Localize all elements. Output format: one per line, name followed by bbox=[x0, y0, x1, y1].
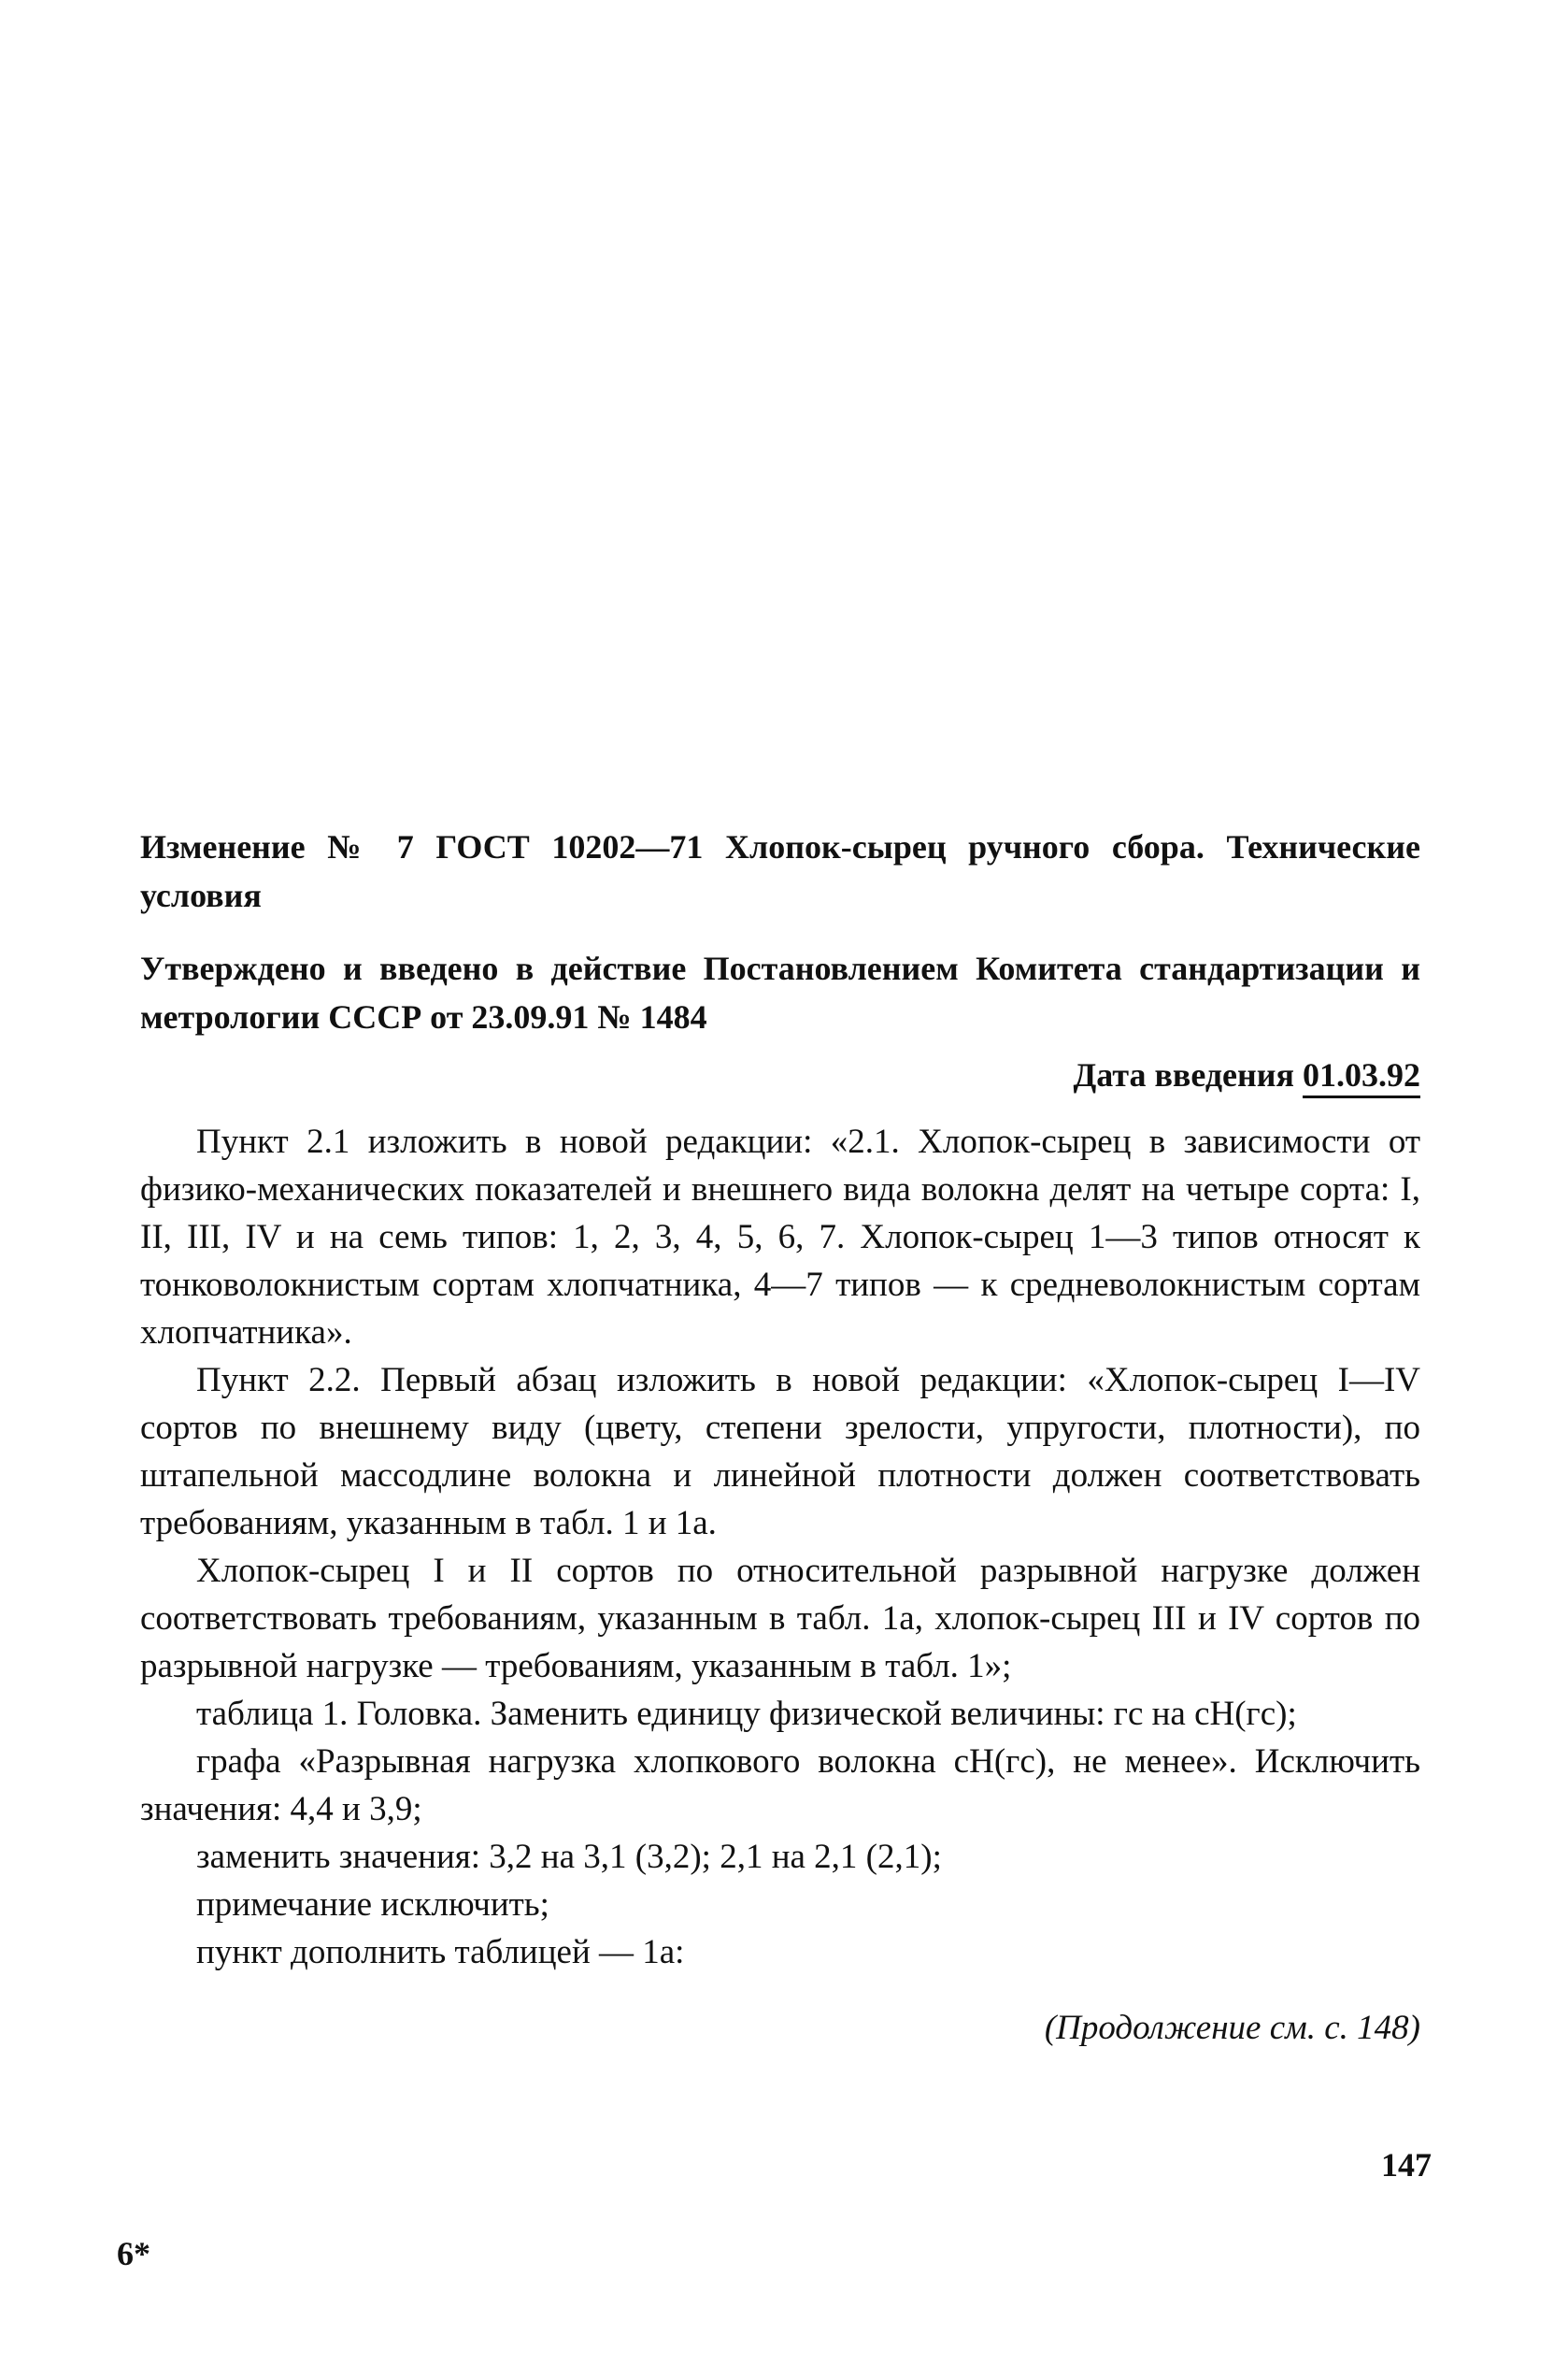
approval-statement: Утверждено и введено в действие Постановлением Комитета стандартизации и метрологии СССР от 23.09.91 № 1484 bbox=[140, 950, 1420, 1036]
paragraph-note-exclude: примечание исключить; bbox=[196, 1885, 549, 1924]
effective-date-line bbox=[140, 1051, 1420, 1099]
change-title: Изменение № 7 ГОСТ 10202—71 Хлопок-сырец ручного сбора. Технические условия bbox=[140, 828, 1420, 914]
continuation-note: (Продолжение см. с. 148) bbox=[1044, 2009, 1420, 2047]
paragraph-breaking-load: Хлопок-сырец I и II сортов по относительной разрывной нагрузке должен соответствовать требованиям, указанным в табл. 1а, хлопок-сырец III и IV сортов по разрывной нагрузке — требованиям, указанным в табл. 1»; bbox=[140, 1552, 1420, 1685]
paragraph-item-2-1: Пункт 2.1 изложить в новой редакции: «2.1. Хлопок-сырец в зависимости от физико-механических показателей и внешнего вида волокна делят на четыре сорта: I, II, III, IV и на семь типов: 1, 2, 3, 4, 5, 6, 7. Хлопок-сырец 1—3 типов относят к тонковолокнистым сортам хлопчатника, 4—7 типов — к средневолокнистым сортам хлопчатника». bbox=[140, 1123, 1420, 1352]
effective-date-value: 01.03.92 bbox=[1303, 1056, 1420, 1098]
paragraph-item-2-2: Пункт 2.2. Первый абзац изложить в новой редакции: «Хлопок-сырец I—IV сортов по внешнему виду (цвету, степени зрелости, упругости, плотности), по штапельной массодлине волокна и линейной плотности должен соответствовать требованиям, указанным в табл. 1 и 1а. bbox=[140, 1361, 1420, 1542]
effective-date-label: Дата введения bbox=[1073, 1056, 1294, 1094]
change-text bbox=[140, 1118, 1420, 1976]
document-body bbox=[140, 823, 1420, 2052]
paragraph-table-1-header: таблица 1. Головка. Заменить единицу физической величины: гс на сН(гс); bbox=[196, 1695, 1297, 1733]
paragraph-column-breaking-load: графа «Разрывная нагрузка хлопкового волокна сН(гс), не менее». Исключить значения: 4,4 и 3,9; bbox=[140, 1742, 1420, 1828]
paragraph-replace-values: заменить значения: 3,2 на 3,1 (3,2); 2,1 на 2,1 (2,1); bbox=[196, 1838, 942, 1876]
page-number: 147 bbox=[1381, 2146, 1432, 2184]
paragraph-add-table: пункт дополнить таблицей — 1а: bbox=[196, 1933, 685, 1971]
sheet-mark: 6* bbox=[117, 2235, 150, 2272]
